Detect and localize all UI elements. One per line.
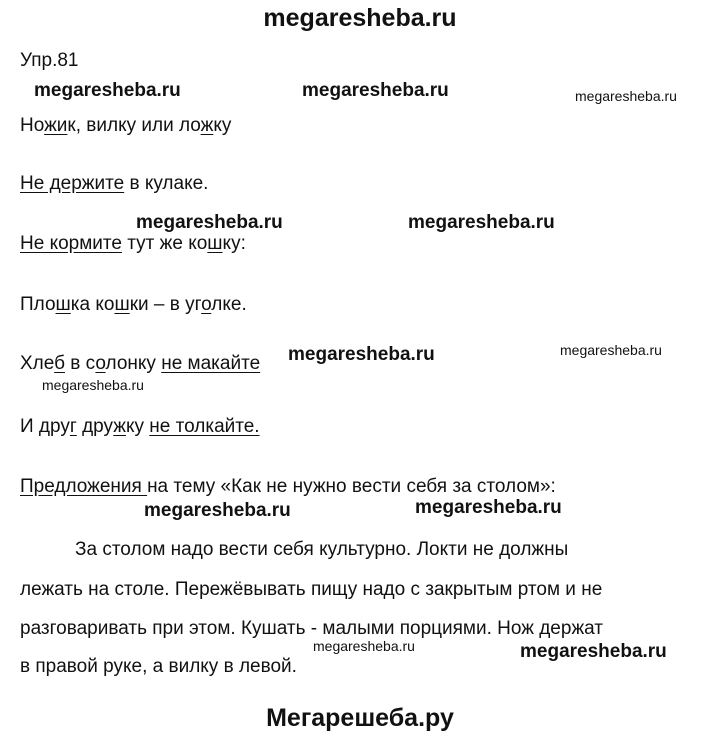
watermark: megaresheba.ru [42,377,144,393]
watermark: megaresheba.ru [136,212,283,233]
watermark: megaresheba.ru [408,212,555,233]
poem-line-4: Плошка кошки – в уголке. [20,294,247,315]
watermark: megaresheba.ru [575,88,677,104]
watermark: megaresheba.ru [288,344,435,365]
paragraph-line-3: разговаривать при этом. Кушать - малыми порциями. Нож держат [20,618,604,639]
watermark: megaresheba.ru [313,638,415,654]
poem-line-3: Не кормите тут же кошку: [20,233,246,254]
watermark: megaresheba.ru [415,497,562,518]
watermark: megaresheba.ru [144,500,291,521]
paragraph-line-2: лежать на столе. Пережёвывать пищу надо с закрытым ртом и не [20,579,603,600]
poem-line-5: Хлеб в солонку не макайте [20,353,261,374]
site-footer[interactable]: Мегарешеба.ру [266,704,454,732]
watermark: megaresheba.ru [520,641,667,662]
poem-line-6: И друг дружку не толкайте. [20,416,260,437]
poem-line-1: Ножик, вилку или ложку [20,115,232,136]
watermark: megaresheba.ru [302,80,449,101]
exercise-label: Упр.81 [20,50,79,71]
poem-line-2: Не держите в кулаке. [20,173,209,194]
paragraph-line-4: в правой руке, а вилку в левой. [20,656,297,677]
task-heading: Предложения на тему «Как не нужно вести себя за столом»: [20,476,556,497]
watermark: megaresheba.ru [560,342,662,358]
paragraph-line-1: За столом надо вести себя культурно. Локти не должны [75,539,569,560]
site-header[interactable]: megaresheba.ru [263,4,457,32]
watermark: megaresheba.ru [34,80,181,101]
